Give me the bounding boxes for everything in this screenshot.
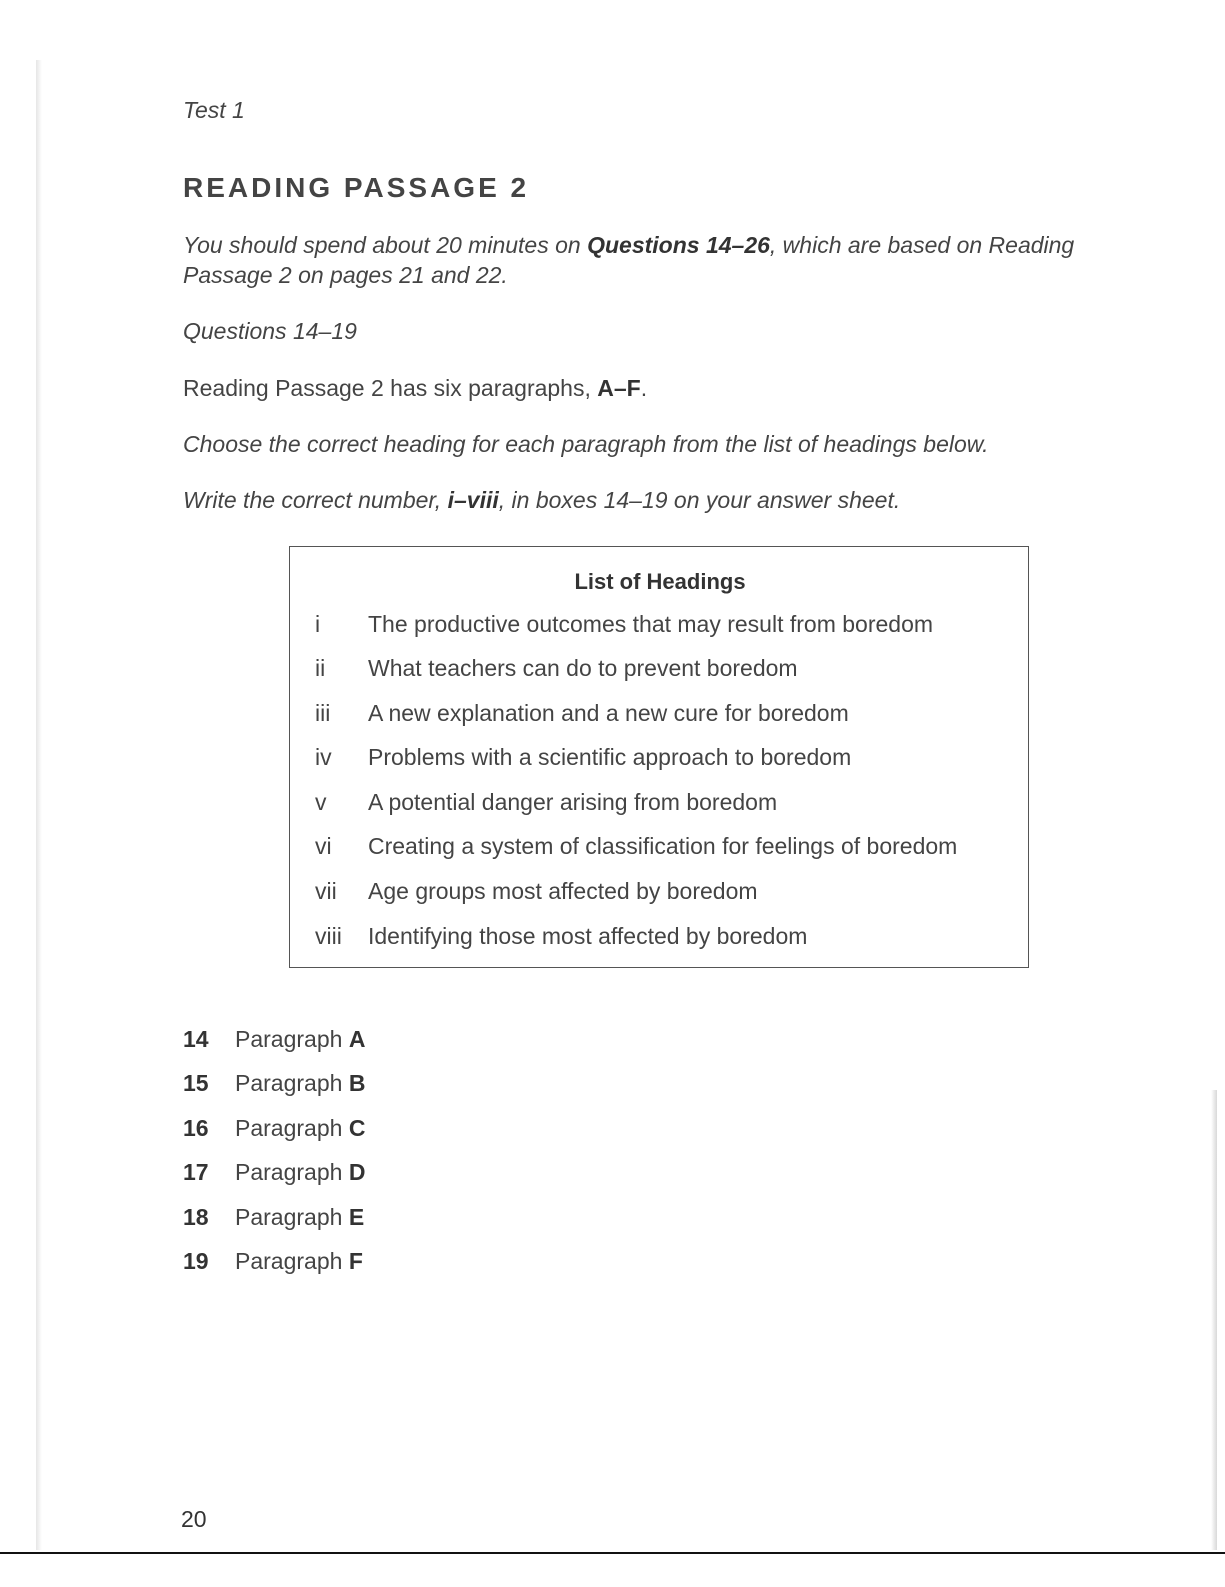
- question-number: 17: [183, 1159, 209, 1185]
- question-label-text: Paragraph: [235, 1115, 343, 1141]
- page-shadow-left: [36, 60, 42, 1550]
- question-label-text: Paragraph: [235, 1070, 343, 1096]
- intro-text-1: You should spend about 20 minutes on: [183, 232, 588, 258]
- question-number: 15: [183, 1070, 209, 1096]
- question-number: 19: [183, 1248, 209, 1274]
- question-number: 16: [183, 1115, 209, 1141]
- page-bottom-edge: [0, 1552, 1225, 1587]
- page-number: 20: [181, 1506, 207, 1532]
- question-paragraph-letter: F: [348, 1248, 363, 1274]
- heading-numeral: iii: [315, 700, 331, 726]
- question-paragraph-letter: E: [348, 1204, 365, 1230]
- question-paragraph-letter: B: [348, 1070, 366, 1096]
- question-paragraph-letter: C: [348, 1115, 366, 1141]
- questions-range-heading: Questions 14–19: [183, 318, 357, 344]
- heading-text: A potential danger arising from boredom: [368, 789, 778, 815]
- running-head: Test 1: [183, 97, 245, 123]
- heading-text: Identifying those most affected by boredom: [368, 923, 808, 949]
- heading-numeral: vii: [315, 878, 337, 904]
- passage-title: READING PASSAGE 2: [183, 172, 530, 203]
- intro-questions-range: Questions 14–26: [587, 232, 770, 258]
- heading-numeral: i: [315, 611, 321, 637]
- instruction-3-text-1: Write the correct number,: [183, 487, 448, 513]
- question-label: [235, 1026, 365, 1053]
- instruction-3-bold: i–viii: [447, 487, 499, 513]
- heading-numeral: viii: [315, 923, 342, 949]
- question-label: [235, 1070, 365, 1097]
- heading-text: What teachers can do to prevent boredom: [368, 655, 798, 681]
- heading-text: Age groups most affected by boredom: [368, 878, 758, 904]
- question-number: 18: [183, 1204, 209, 1230]
- instruction-paragraph-count: [183, 375, 647, 402]
- list-of-headings-box: [289, 546, 1029, 968]
- heading-numeral: vi: [315, 833, 332, 859]
- instruction-1-end: .: [640, 375, 648, 401]
- instruction-3-text-2: , in boxes 14–19 on your answer sheet.: [498, 487, 901, 513]
- question-paragraph-letter: A: [348, 1026, 366, 1052]
- question-label: [235, 1248, 363, 1275]
- question-number: 14: [183, 1026, 209, 1052]
- question-label-text: Paragraph: [235, 1248, 343, 1274]
- question-label-text: Paragraph: [235, 1159, 343, 1185]
- question-label-text: Paragraph: [235, 1204, 343, 1230]
- instruction-1-text: Reading Passage 2 has six paragraphs,: [183, 375, 598, 401]
- heading-numeral: v: [315, 789, 327, 815]
- heading-text: Problems with a scientific approach to boredom: [368, 744, 852, 770]
- instruction-1-bold: A–F: [597, 375, 641, 401]
- heading-numeral: ii: [315, 655, 326, 681]
- instruction-choose-heading: Choose the correct heading for each paragraph from the list of headings below.: [183, 431, 989, 457]
- page-shadow-right: [1211, 1090, 1217, 1550]
- intro-paragraph: [183, 230, 1153, 290]
- instruction-write-number: [183, 487, 900, 514]
- question-label: [235, 1115, 365, 1142]
- question-label: [235, 1204, 364, 1231]
- heading-text: A new explanation and a new cure for boredom: [368, 700, 849, 726]
- heading-text: The productive outcomes that may result from boredom: [368, 611, 934, 637]
- question-label-text: Paragraph: [235, 1026, 343, 1052]
- heading-text: Creating a system of classification for feelings of boredom: [368, 833, 958, 859]
- intro-text-2: , which are based on Reading Passage 2 on pages 21 and 22.: [183, 232, 1075, 288]
- question-paragraph-letter: D: [348, 1159, 366, 1185]
- heading-numeral: iv: [315, 744, 332, 770]
- headings-box-title: List of Headings: [574, 569, 746, 594]
- question-label: [235, 1159, 365, 1186]
